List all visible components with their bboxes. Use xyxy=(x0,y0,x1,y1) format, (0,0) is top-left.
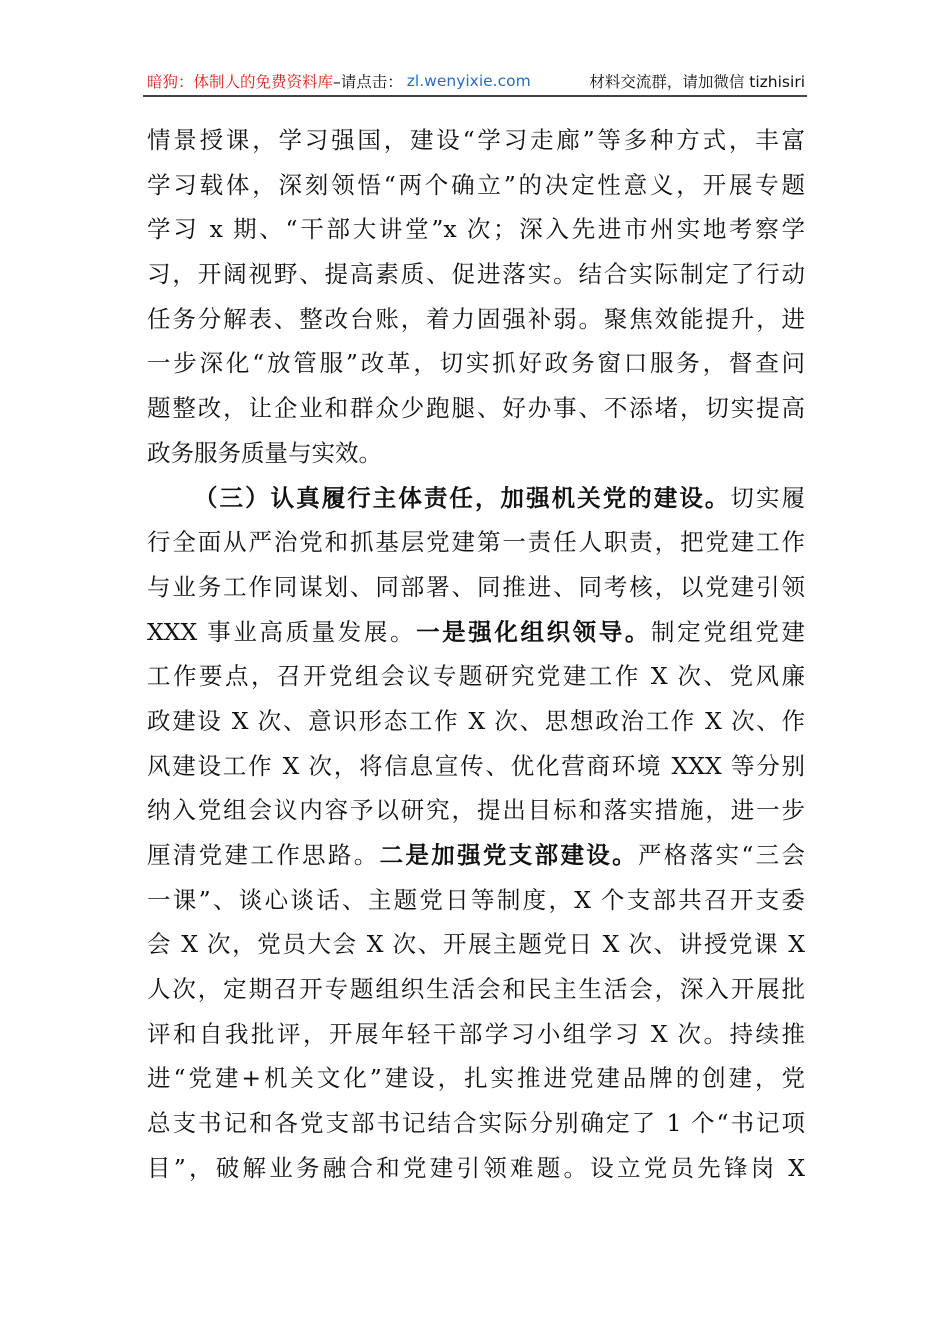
contact-info: 材料交流群，请加微信 tizhisiri xyxy=(589,73,805,91)
text-line xyxy=(147,1012,805,1057)
click-prompt: –请点击： xyxy=(333,73,403,91)
text-line xyxy=(147,833,805,878)
body-text: 切实履 xyxy=(730,483,806,512)
text-line xyxy=(147,744,805,789)
text-line xyxy=(147,520,805,565)
body-text: 评和自我批评，开展年轻干部学习小组学习 X 次。持续推 xyxy=(147,1019,805,1048)
body-text: 进“党建+机关文化”建设，扎实推进党建品牌的创建，党 xyxy=(147,1064,805,1093)
body-text: 目”，破解业务融合和党建引领难题。设立党员先锋岗 X xyxy=(147,1153,805,1182)
body-text: 政务服务质量与实效。 xyxy=(147,438,382,467)
site-name: 暗狗：体制人的免费资料库 xyxy=(147,73,334,91)
body-text: 行全面从严治党和抓基层党建第一责任人职责，把党建工作 xyxy=(147,528,805,557)
body-text: 严格落实“三会 xyxy=(637,841,806,869)
text-line xyxy=(147,699,805,744)
body-text: 厘清党建工作思路。 xyxy=(147,841,380,869)
body-text: 学习 x 期、“干部大讲堂”x 次；深入先进市州实地考察学 xyxy=(147,215,805,244)
body-text: 一课”、谈心谈话、主题党日等制度，X 个支部共召开支委 xyxy=(147,885,805,914)
text-line xyxy=(147,1056,805,1101)
text-line xyxy=(147,163,805,208)
body-text: 与业务工作同谋划、同部署、同推进、同考核，以党建引领 xyxy=(147,572,805,601)
bold-heading-text: 一是强化组织领导。 xyxy=(416,617,651,646)
body-text: 任务分解表、整改台账，着力固强补弱。聚焦效能提升，进 xyxy=(147,304,805,333)
body-text: XXX 事业高质量发展。 xyxy=(147,617,417,646)
body-text: 会 X 次，党员大会 X 次、开展主题党日 X 次、讲授党课 X xyxy=(147,930,805,959)
body-text: 纳入党组会议内容予以研究，提出目标和落实措施，进一步 xyxy=(147,796,805,825)
body-text: 总支书记和各党支部书记结合实际分别确定了 1 个“书记项 xyxy=(147,1109,805,1138)
text-line xyxy=(147,922,805,967)
text-line xyxy=(147,654,805,699)
text-line xyxy=(147,1146,805,1191)
bold-heading-text: （三）认真履行主体责任，加强机关党的建设。 xyxy=(194,483,731,512)
body-text: 政建设 X 次、意识形态工作 X 次、思想政治工作 X 次、作 xyxy=(147,706,805,735)
text-line xyxy=(147,476,805,521)
site-link[interactable]: zl.wenyixie.com xyxy=(406,72,531,90)
page-header xyxy=(147,68,805,94)
body-text: 情景授课，学习强国，建设“学习走廊”等多种方式，丰富 xyxy=(147,126,805,154)
body-text: 学习载体，深刻领悟“两个确立”的决定性意义，开展专题 xyxy=(147,170,805,199)
text-line xyxy=(147,610,805,655)
text-line xyxy=(147,788,805,833)
document-body xyxy=(147,118,805,1191)
body-text: 风建设工作 X 次，将信息宣传、优化营商环境 XXX 等分别 xyxy=(147,751,805,780)
body-text: 习，开阔视野、提高素质、促进落实。结合实际制定了行动 xyxy=(147,260,805,289)
body-text: 题整改，让企业和群众少跑腿、好办事、不添堵，切实提高 xyxy=(147,394,805,423)
text-line xyxy=(147,341,805,386)
text-line xyxy=(147,431,805,476)
text-line xyxy=(147,297,805,342)
text-line xyxy=(147,207,805,252)
body-text: 一步深化“放管服”改革，切实抓好政务窗口服务，督查问 xyxy=(147,349,805,378)
body-text: 工作要点，召开党组会议专题研究党建工作 X 次、党风廉 xyxy=(147,662,805,691)
header-divider xyxy=(143,95,807,97)
body-text: 制定党组党建 xyxy=(651,617,806,646)
text-line xyxy=(147,878,805,923)
text-line xyxy=(147,118,805,163)
text-line xyxy=(147,1101,805,1146)
text-line xyxy=(147,252,805,297)
text-line xyxy=(147,386,805,431)
body-text: 人次，定期召开专题组织生活会和民主生活会，深入开展批 xyxy=(147,975,805,1004)
bold-heading-text: 二是加强党支部建设。 xyxy=(379,841,638,869)
text-line xyxy=(147,565,805,610)
text-line xyxy=(147,967,805,1012)
